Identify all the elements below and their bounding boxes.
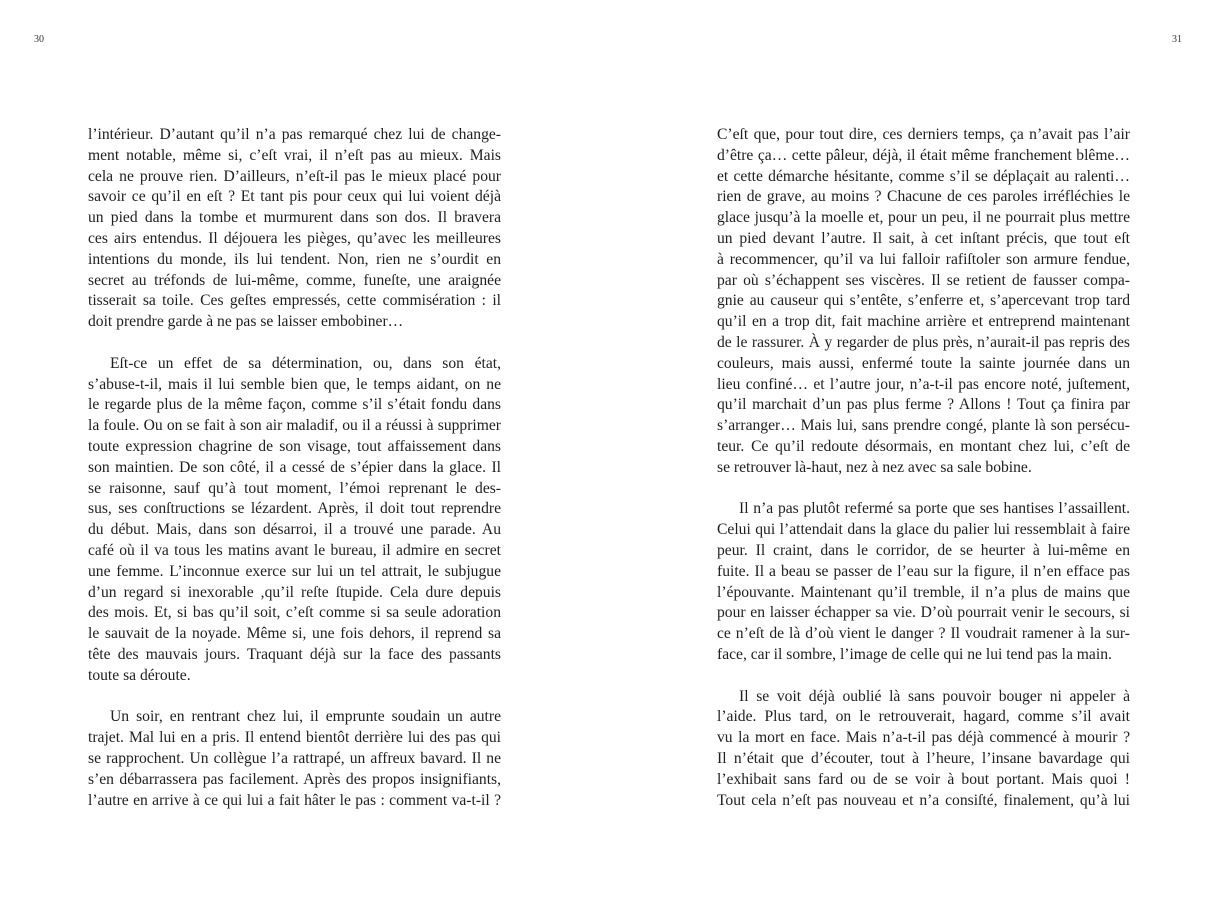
- text-line: savoir ce qu’il en eſt ? Et tant pis pour ceux qui lui voient déjà: [88, 188, 501, 206]
- text-line: Il n’a pas plutôt refermé sa porte que ses hantises l’assaillent.: [739, 500, 1130, 518]
- text-line: Eſt-ce un effet de sa détermination, ou, dans son état,: [110, 354, 501, 372]
- text-line: un pied devant l’autre. Il sait, à cet inſtant précis, que tout eſt: [717, 229, 1130, 247]
- text-line: Il n’était que d’écouter, tout à l’heure, l’insane bavardage qui: [717, 749, 1130, 767]
- paragraph: [88, 125, 501, 333]
- paragraph: [717, 499, 1130, 665]
- page-number-left: 30: [34, 34, 44, 45]
- text-line: cela ne prouve rien. D’ailleurs, n’eſt-il pas le mieux placé pour: [88, 167, 501, 185]
- text-line: son maintien. De son côté, il a cessé de s’épier dans la glace. Il: [88, 458, 501, 476]
- text-line: vu la mort en face. Mais n’a-t-il pas déjà commencé à mourir ?: [717, 729, 1130, 747]
- text-line: la foule. Ou on se fait à son air maladif, ou il a réussi à supprimer: [88, 417, 501, 435]
- left-page-body: [88, 125, 501, 832]
- text-line: se rapprochent. Un collègue l’a rattrapé, un affreux bavard. Il ne: [88, 749, 501, 767]
- text-line: et cette démarche hésitante, comme s’il se déplaçait au ralenti…: [717, 167, 1130, 185]
- text-line: Tout cela n’eſt pas nouveau et n’a consiſté, finalement, qu’à lui: [717, 791, 1130, 809]
- text-line: de le rassurer. À y regarder de plus près, n’aurait-il pas repris des: [717, 333, 1130, 351]
- paragraph: [717, 125, 1130, 479]
- page-number-right: 31: [1172, 34, 1182, 45]
- text-line: l’épouvante. Maintenant qu’il tremble, il n’a plus de mains que: [717, 583, 1130, 601]
- text-line: toute sa déroute.: [88, 666, 191, 684]
- text-line: fuite. Il a beau se passer de l’eau sur la figure, il n’en efface pas: [717, 562, 1130, 580]
- text-line: Il se voit déjà oublié là sans pouvoir bouger ni appeler à: [739, 687, 1130, 705]
- text-line: tête des mauvais jours. Traquant déjà sur la face des passants: [88, 645, 501, 663]
- text-line: l’intérieur. D’autant qu’il n’a pas remarqué chez lui de change-: [88, 126, 501, 143]
- text-line: du début. Mais, dans son désarroi, il a trouvé une parade. Au: [88, 521, 501, 539]
- right-page-body: [717, 125, 1130, 832]
- text-line: secret au tréfonds de lui-même, comme, funeſte, une araignée: [88, 271, 501, 289]
- text-line: qu’il en a trop dit, fait machine arrière et entreprend maintenant: [717, 313, 1130, 331]
- text-line: couleurs, mais aussi, enfermé toute la sainte journée dans un: [717, 354, 1130, 372]
- text-line: des mois. Et, si bas qu’il soit, c’eſt comme si sa seule adoration: [88, 604, 501, 622]
- paragraph: [88, 707, 501, 811]
- text-line: d’être ça… cette pâleur, déjà, il était même franchement blême…: [717, 146, 1130, 164]
- text-line: le regarde plus de la même façon, comme s’il s’était fondu dans: [88, 396, 501, 414]
- text-line: s’abuse-t-il, mais il lui semble bien que, le temps aidant, on ne: [88, 375, 501, 393]
- text-line: l’aide. Plus tard, on le retrouverait, hagard, comme s’il avait: [717, 708, 1130, 726]
- text-line: ment notable, même si, c’eſt vrai, il n’eſt pas au mieux. Mais: [88, 146, 501, 164]
- text-line: doit prendre garde à ne pas se laisser embobiner…: [88, 313, 404, 331]
- text-line: l’autre en arrive à ce qui lui a fait hâter le pas : comment va-t-il ?: [88, 791, 501, 809]
- text-line: se retrouver là-haut, nez à nez avec sa sale bobine.: [717, 458, 1032, 476]
- text-line: sus, ses conſtructions se lézardent. Après, il doit tout reprendre: [88, 500, 501, 518]
- paragraph: [88, 354, 501, 687]
- text-line: tisserait sa toile. Ces geſtes empressés, cette commisération : il: [88, 292, 501, 310]
- text-line: pour en laisser échapper sa vie. D’où pourrait venir le secours, si: [717, 604, 1130, 622]
- text-line: toute expression chagrine de son visage, tout affaissement dans: [88, 437, 501, 455]
- text-line: ces airs entendus. Il déjouera les pièges, qu’avec les meilleures: [88, 229, 501, 247]
- text-line: face, car il sombre, l’image de celle qui ne lui tend pas la main.: [717, 645, 1112, 663]
- text-line: intentions du monde, ils lui tendent. Non, rien ne s’ourdit en: [88, 250, 501, 268]
- text-line: peur. Il craint, dans le corridor, de se heurter à lui-même en: [717, 541, 1130, 559]
- text-line: le sauvait de la noyade. Même si, une fois dehors, il reprend sa: [88, 625, 501, 643]
- text-line: à recommencer, qu’il va lui falloir rafiſtoler son armure fendue,: [717, 250, 1130, 268]
- text-line: glace jusqu’à la moelle et, pour un peu, il ne pourrait plus mettre: [717, 209, 1130, 227]
- text-line: un pied dans la tombe et murmurent dans son dos. Il bravera: [88, 209, 501, 227]
- text-line: teur. Ce qu’il redoute désormais, en montant chez lui, c’eſt de: [717, 437, 1130, 455]
- text-line: l’exhibait sans fard ou de se voir à bout portant. Mais quoi !: [717, 770, 1130, 788]
- text-line: qu’il marchait d’un pas plus ferme ? Allons ! Tout ça finira par: [717, 396, 1130, 414]
- text-line: C’eſt que, pour tout dire, ces derniers temps, ça n’avait pas l’air: [717, 126, 1130, 143]
- text-line: se raisonne, sauf qu’à tout moment, l’émoi reprenant le des-: [88, 479, 501, 497]
- text-line: gnie au causeur qui s’entête, s’enferre et, s’apercevant trop tard: [717, 292, 1130, 310]
- text-line: Un soir, en rentrant chez lui, il emprunte soudain un autre: [110, 708, 501, 726]
- paragraph: [717, 687, 1130, 812]
- text-line: lieu confiné… et l’autre jour, n’a-t-il pas encore noté, juſtement,: [717, 375, 1130, 393]
- text-line: s’arranger… Mais lui, sans prendre congé, plante là son persécu-: [717, 417, 1130, 435]
- text-line: s’en débarrassera pas facilement. Après des propos insignifiants,: [88, 770, 501, 788]
- text-line: une femme. L’inconnue exerce sur lui un tel attrait, le subjugue: [88, 562, 501, 580]
- text-line: café où il va tous les matins avant le bureau, il admire en secret: [88, 541, 501, 559]
- text-line: par où s’échappent ses viscères. Il se retient de fausser compa-: [717, 271, 1130, 289]
- text-line: d’un regard si inexorable ,qu’il reſte ſtupide. Cela dure depuis: [88, 583, 501, 601]
- text-line: trajet. Mal lui en a pris. Il entend bientôt derrière lui des pas qui: [88, 729, 501, 747]
- text-line: Celui qui l’attendait dans la glace du palier lui ressemblait à faire: [717, 521, 1130, 539]
- text-line: ce n’eſt de là d’où vient le danger ? Il voudrait ramener à la sur-: [717, 625, 1130, 643]
- text-line: rien de grave, au moins ? Chacune de ces paroles irréfléchies le: [717, 188, 1130, 206]
